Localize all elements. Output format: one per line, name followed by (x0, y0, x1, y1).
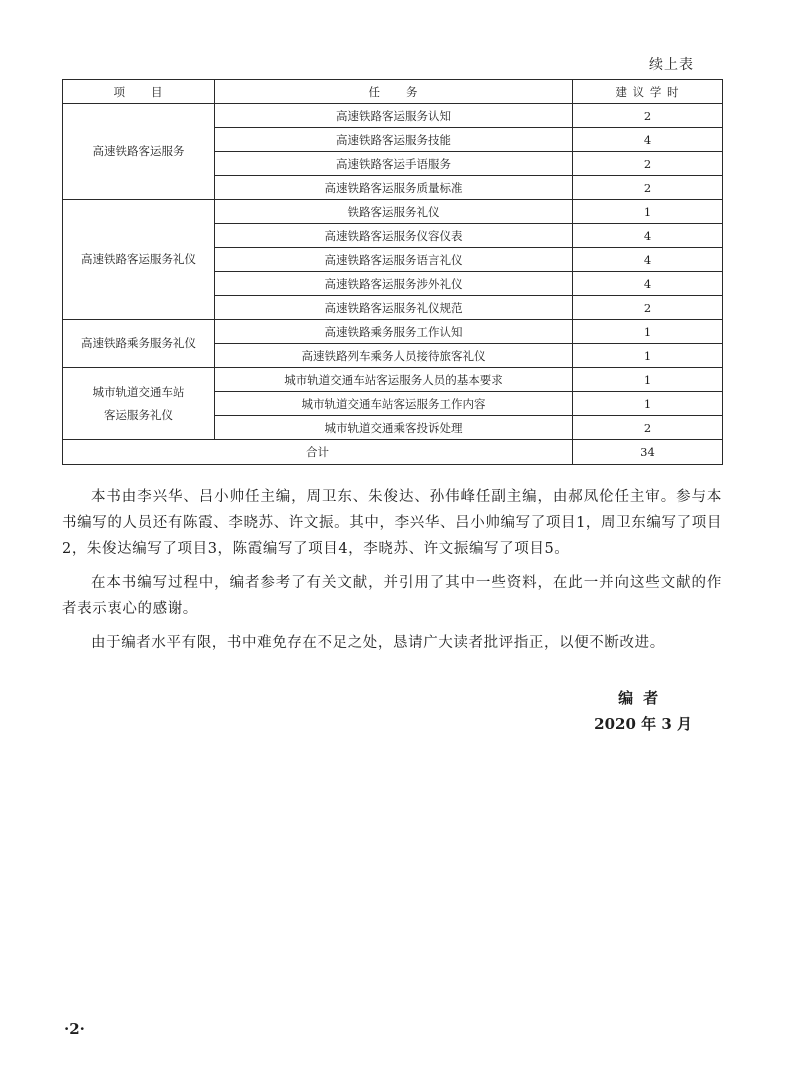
continued-label: 续上表 (649, 57, 694, 73)
hours-cell: 4 (573, 224, 723, 248)
table-header-row (63, 80, 723, 104)
project-cell (63, 368, 215, 440)
total-row (63, 440, 723, 465)
project-name: 高速铁路客运服务 (92, 144, 185, 158)
project-name: 高速铁路客运服务礼仪 (81, 252, 196, 266)
page-number: ·2· (64, 1020, 85, 1038)
hours-cell: 2 (573, 176, 723, 200)
table-row (63, 320, 723, 344)
project-name-line-1: 城市轨道交通车站 (92, 384, 185, 399)
task-cell: 高速铁路客运服务语言礼仪 (215, 248, 573, 272)
hours-cell: 1 (573, 320, 723, 344)
total-label: 合计 (63, 440, 573, 465)
task-cell: 高速铁路客运服务涉外礼仪 (215, 272, 573, 296)
task-cell: 城市轨道交通车站客运服务人员的基本要求 (215, 368, 573, 392)
preface-body (62, 484, 722, 664)
task-cell: 铁路客运服务礼仪 (215, 200, 573, 224)
hours-cell: 2 (573, 152, 723, 176)
paragraph-authors: 本书由李兴华、吕小帅任主编，周卫东、朱俊达、孙伟峰任副主编，由郝凤伦任主审。参与本书编写的人员还有陈霞、李晓苏、许文振。其中，李兴华、吕小帅编写了项目1，周卫东编写了项目2，朱俊达编写了项目3，陈霞编写了项目4，李晓苏、许文振编写了项目5。 (62, 489, 722, 557)
hours-cell: 4 (573, 128, 723, 152)
course-hours-table (62, 79, 723, 465)
task-cell: 高速铁路客运服务仪容仪表 (215, 224, 573, 248)
task-cell: 高速铁路客运服务认知 (215, 104, 573, 128)
hours-cell: 1 (573, 344, 723, 368)
hours-cell: 1 (573, 200, 723, 224)
hours-cell: 2 (573, 104, 723, 128)
project-cell (63, 320, 215, 368)
table-row (63, 104, 723, 128)
project-cell (63, 104, 215, 200)
hours-cell: 4 (573, 248, 723, 272)
hours-cell: 2 (573, 416, 723, 440)
hours-cell: 2 (573, 296, 723, 320)
paragraph-acknowledgement: 在本书编写过程中，编者参考了有关文献，并引用了其中一些资料，在此一并向这些文献的作者表示衷心的感谢。 (62, 575, 722, 617)
hours-cell: 1 (573, 368, 723, 392)
task-cell: 高速铁路乘务服务工作认知 (215, 320, 573, 344)
paragraph-feedback: 由于编者水平有限，书中难免存在不足之处，恳请广大读者批评指正，以便不断改进。 (91, 635, 665, 651)
hours-cell: 1 (573, 392, 723, 416)
task-cell: 高速铁路客运服务技能 (215, 128, 573, 152)
table-row (63, 368, 723, 392)
task-cell: 城市轨道交通车站客运服务工作内容 (215, 392, 573, 416)
signature-block (594, 685, 692, 737)
project-cell (63, 200, 215, 320)
project-name: 高速铁路乘务服务礼仪 (81, 336, 196, 350)
task-cell: 高速铁路客运手语服务 (215, 152, 573, 176)
header-project: 项 目 (63, 80, 215, 104)
hours-cell: 4 (573, 272, 723, 296)
signature-editor: 编者 (618, 689, 669, 707)
project-name-line-2: 客运服务礼仪 (104, 407, 173, 422)
task-cell: 高速铁路客运服务礼仪规范 (215, 296, 573, 320)
signature-date: 2020 年 3 月 (594, 715, 692, 733)
task-cell: 高速铁路列车乘务人员接待旅客礼仪 (215, 344, 573, 368)
header-hours: 建 议 学 时 (573, 80, 723, 104)
task-cell: 城市轨道交通乘客投诉处理 (215, 416, 573, 440)
total-hours: 34 (573, 440, 723, 465)
task-cell: 高速铁路客运服务质量标准 (215, 176, 573, 200)
header-task: 任 务 (215, 80, 573, 104)
table-row (63, 200, 723, 224)
